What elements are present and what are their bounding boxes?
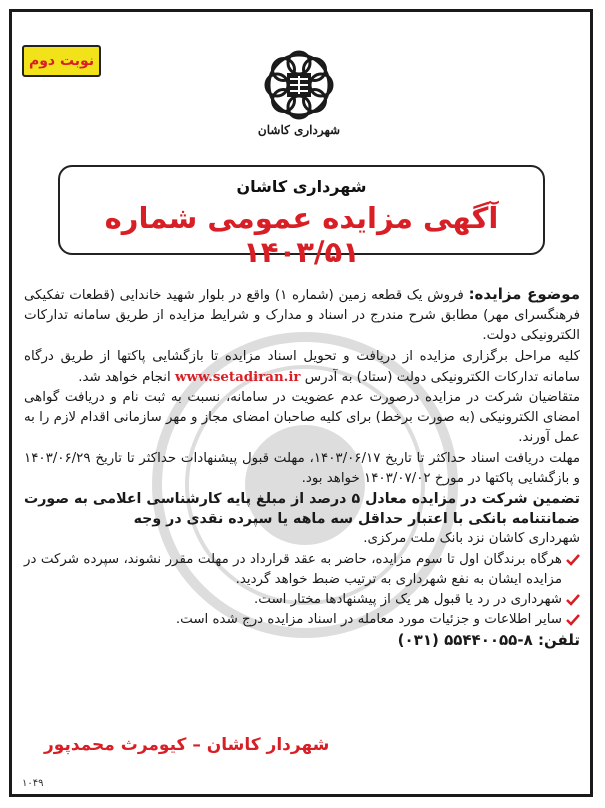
bullet-text: شهرداری در رد یا قبول هر یک از پیشنهادها مختار است. (254, 592, 562, 608)
subject-label: موضوع مزایده: (468, 285, 580, 303)
kashan-municipality-logo-icon (254, 45, 344, 157)
guarantee-suffix: شهرداری کاشان نزد بانک ملت مرکزی. (363, 531, 580, 547)
registration-paragraph: متقاضیان شرکت در مزایده درصورت عدم عضویت در سامانه، نسبت به ثبت نام و دریافت گواهی امضای الکترونیکی (به صورت برخط) برای کلیه صاحبان امضای مجاز و مهر سازمانی اقدام لازم را به عمل آورند. (24, 390, 580, 446)
org-name: شهرداری کاشان (236, 177, 367, 196)
header-box (58, 165, 545, 269)
procedure-text: کلیه مراحل برگزاری مزایده از دریافت و تحویل اسناد مزایده تا بازگشایی پاکتها از طریق درگاه سامانه تدارکات الکترونیکی دولت (ستاد) به آدرس (24, 348, 580, 385)
page-number: ۱۰۴۹ (22, 778, 44, 789)
deadline-paragraph: مهلت دریافت اسناد حداکثر تا تاریخ ۱۴۰۳/۰۶/۱۷، مهلت قبول پیشنهادات حداکثر تا تاریخ ۱۴۰۳/۰۶/۲۹ و بازگشایی پاکتها در مورخ ۱۴۰۳/۰۷/۰۲ خواهد بود. (24, 450, 580, 486)
check-mark-icon (566, 613, 580, 627)
signature: شهردار کاشان – کیومرث محمدپور (44, 735, 330, 755)
guarantee-paragraph: تضمین شرکت در مزایده معادل ۵ درصد از مبلغ پایه کارشناسی اعلامی به صورت ضمانتنامه بانکی با اعتبار حداقل سه ماهه یا سپرده نقدی در وجه (24, 491, 580, 528)
check-mark-icon (566, 593, 580, 607)
subject-text: فروش یک قطعه زمین (شماره ۱) واقع در بلوار شهید خاندایی (قطعات تفکیکی فرهنگسرای مهر) مطابق شرح مندرج در اسناد و مدارک و شرایط مزایده از طریق سامانه تدارکات الکترونیکی دولت. (24, 288, 580, 344)
procedure-paragraph (24, 347, 580, 388)
procedure-suffix: انجام خواهد شد. (78, 369, 171, 385)
check-mark-icon (566, 553, 580, 567)
subject-paragraph (24, 284, 580, 347)
list-item (24, 550, 580, 590)
page-title: آگهی مزایده عمومی شماره ۱۴۰۳/۵۱ (104, 201, 499, 269)
bullet-text: سایر اطلاعات و جزئیات مورد معامله در اسناد مزایده درج شده است. (175, 612, 562, 628)
setad-url-link[interactable]: www.setadiran.ir (174, 368, 301, 385)
phone-number: تلفن: ۸-۵۵۴۴۰۰۵۵ (۰۳۱) (397, 631, 580, 650)
second-notice-badge (22, 45, 101, 77)
notice-body (24, 284, 580, 651)
list-item (24, 590, 580, 610)
list-item (24, 610, 580, 630)
badge-label: نوبت دوم (28, 53, 95, 69)
bullet-text: هرگاه برندگان اول تا سوم مزایده، حاضر به عقد قرارداد در مهلت مقرر نشوند، سپرده شرکت در مزایده ایشان به نفع شهرداری به ترتیب ضبط خواهد گردید. (24, 551, 562, 587)
logo-caption: شهرداری کاشان (257, 123, 341, 137)
